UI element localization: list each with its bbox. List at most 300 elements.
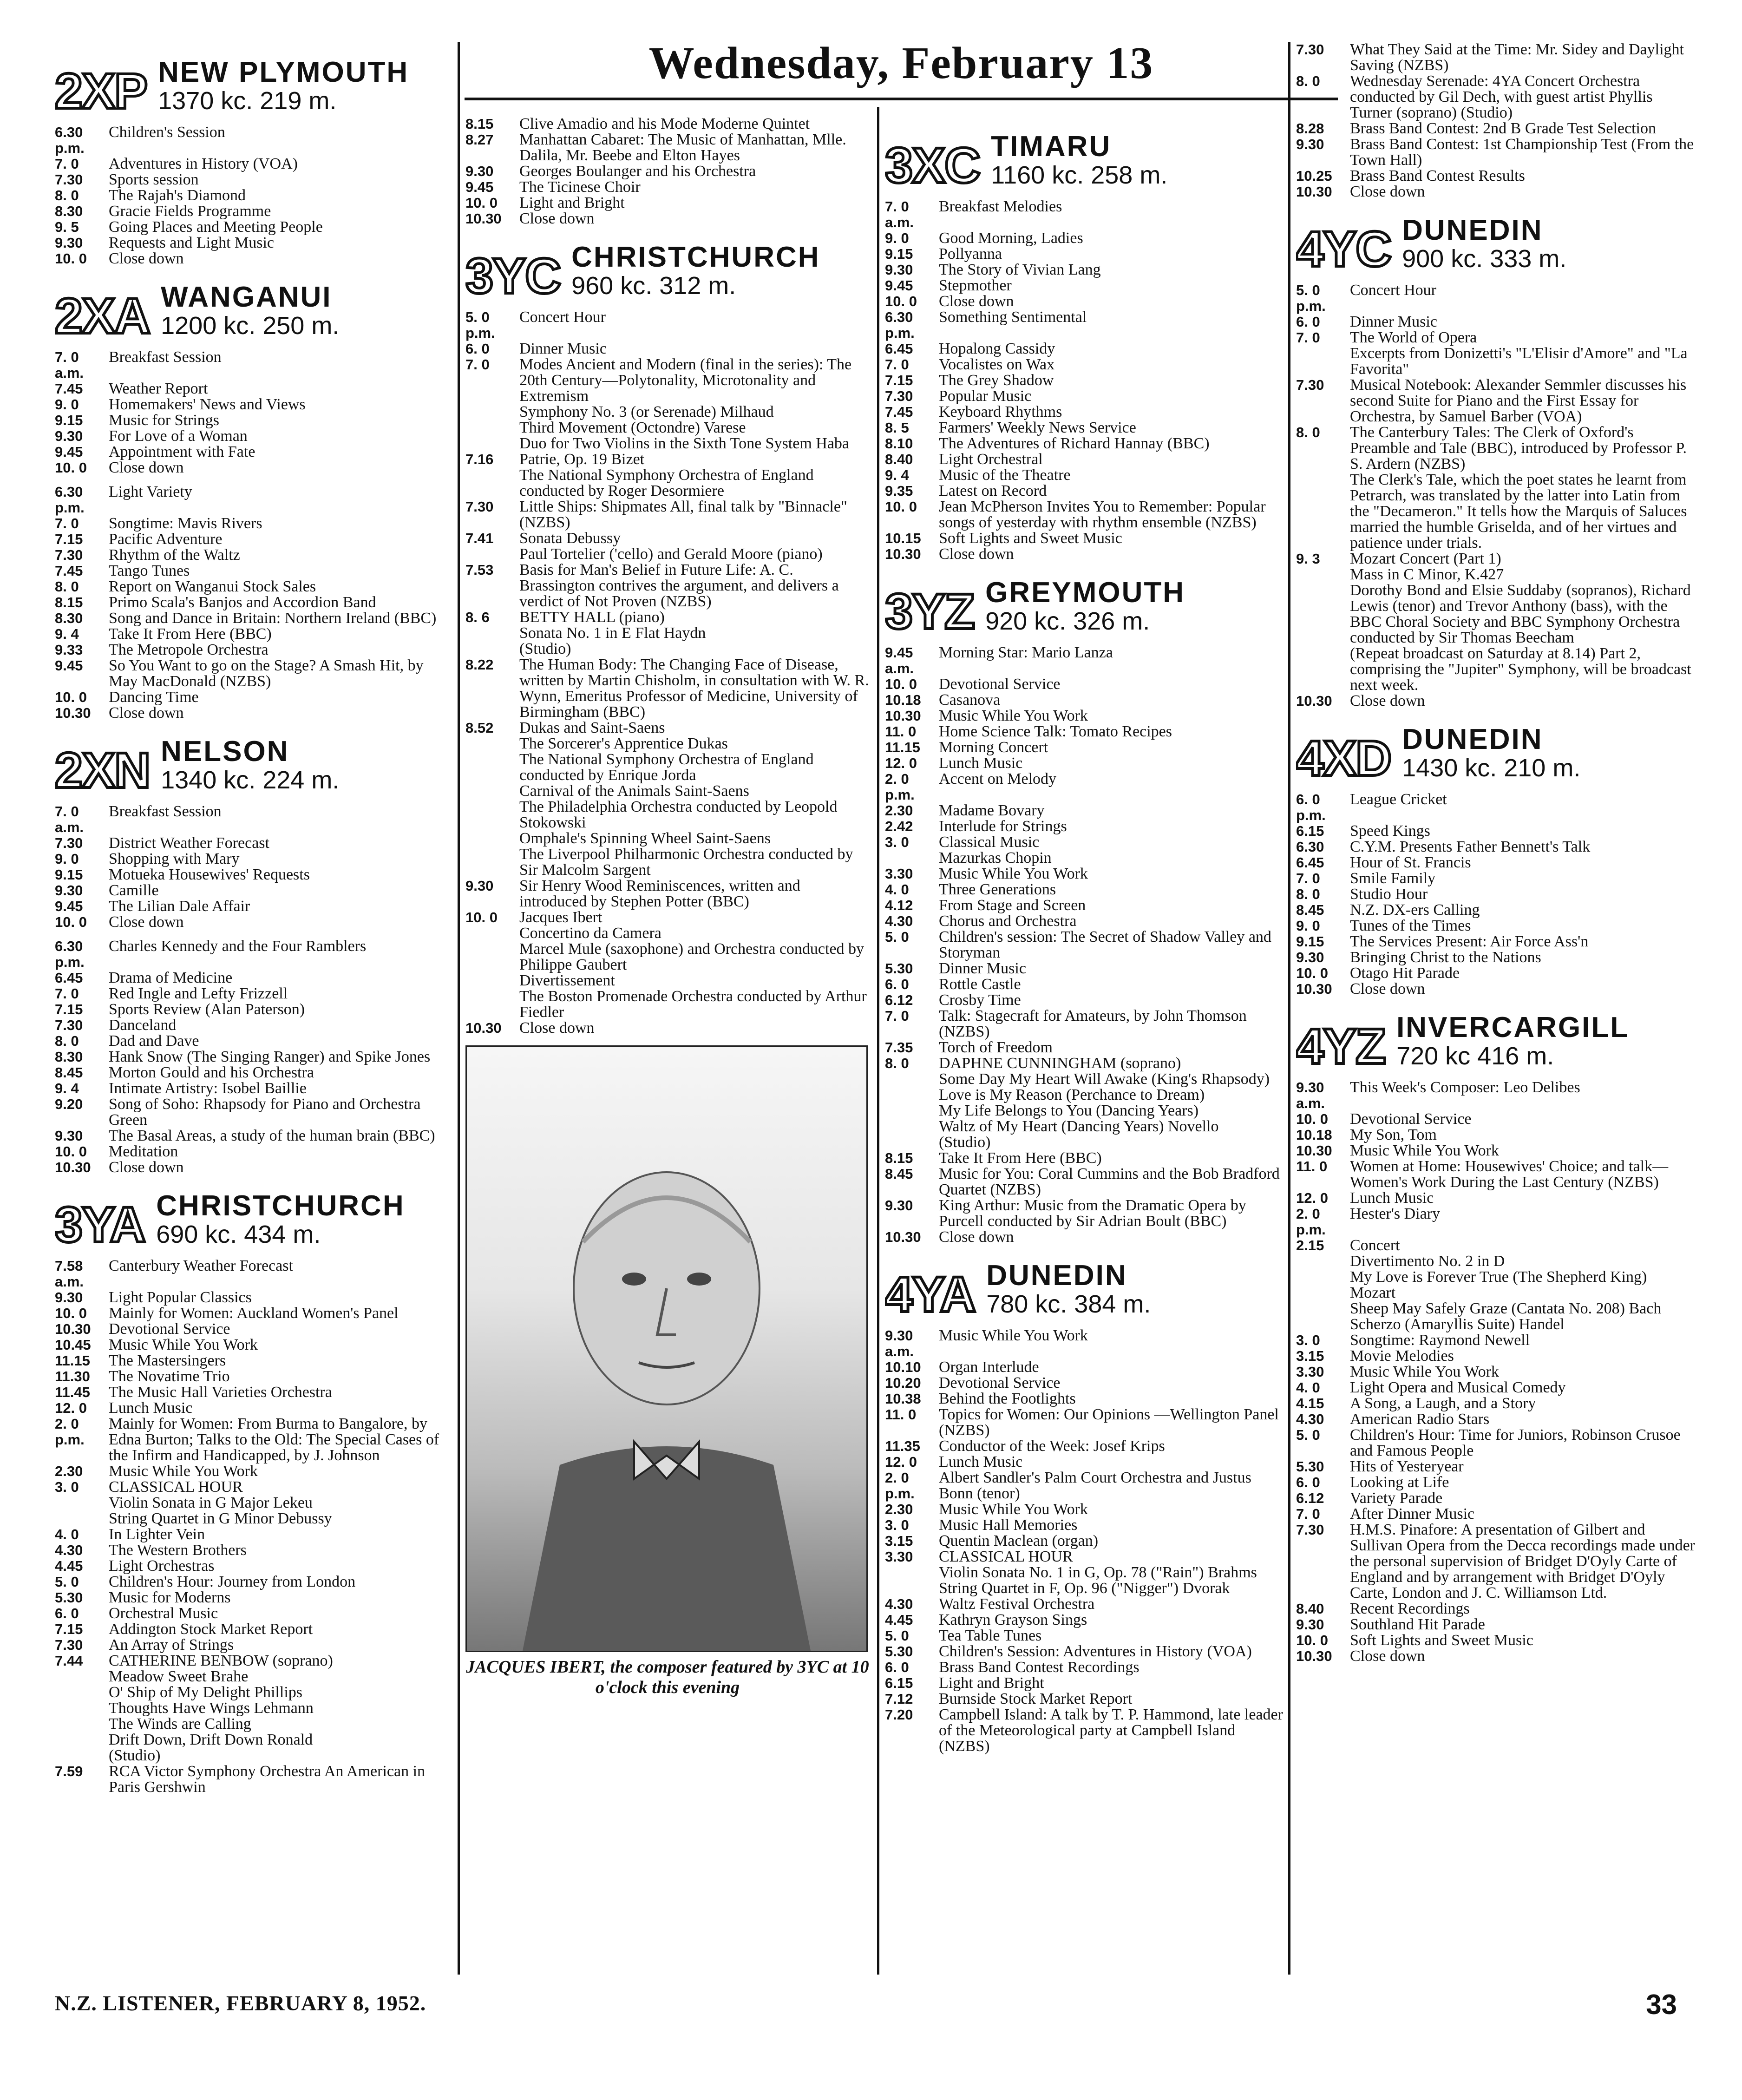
program-entry <box>55 1732 454 1748</box>
program-entry <box>55 851 454 867</box>
program-title: An Array of Strings <box>109 1636 234 1654</box>
program-entry <box>55 172 454 188</box>
program-time: 3. 0 <box>1296 1332 1320 1348</box>
program-title: Meditation <box>109 1143 178 1160</box>
program-time: 9.30 <box>55 1289 83 1306</box>
program-title: Music While You Work <box>939 865 1088 882</box>
program-title: Breakfast Session <box>109 803 222 820</box>
program-title: Close down <box>939 545 1014 563</box>
program-time: 9.30 <box>885 262 913 278</box>
program-entry <box>885 1628 1289 1644</box>
program-entry <box>885 1087 1289 1103</box>
program-title: Hank Snow (The Singing Ranger) and Spike Jones <box>109 1048 431 1065</box>
program-title: Organ Interlude <box>939 1358 1039 1376</box>
station-frequency: 1200 kc. 250 m. <box>161 312 340 340</box>
program-time <box>55 1700 109 1716</box>
program-time: 7.59 <box>55 1763 83 1779</box>
program-entry <box>55 1290 454 1306</box>
program-time <box>1296 1317 1350 1332</box>
program-title: Orchestral Music <box>109 1605 218 1622</box>
station-city: GREYMOUTH <box>985 577 1185 609</box>
program-entry <box>55 1049 454 1065</box>
program-time: 6. 0 <box>885 1659 909 1675</box>
program-entry <box>55 1400 454 1416</box>
program-entry <box>885 755 1289 771</box>
program-time: 9.30 <box>465 163 494 179</box>
program-title: Basis for Man's Belief in Future Life: A. C. Brassington contrives the argument, and delivers a verdict of Not Proven (NZBS) <box>519 561 839 610</box>
program-time <box>885 1565 939 1581</box>
program-entry <box>55 1096 454 1128</box>
program-entry <box>55 1479 454 1495</box>
program-time: 8.30 <box>55 1049 83 1065</box>
program-entry <box>885 246 1289 262</box>
program-time: 8.22 <box>465 656 494 673</box>
program-entry <box>885 420 1289 436</box>
program-title: Take It From Here (BBC) <box>109 625 272 643</box>
program-title: Some Day My Heart Will Awake (King's Rhapsody) <box>939 1070 1270 1088</box>
program-title: (Studio) <box>519 640 571 657</box>
program-title: Sonata Debussy <box>519 530 621 547</box>
program-title: Love is My Reason (Perchance to Dream) <box>939 1086 1205 1103</box>
program-time: 11.35 <box>885 1438 920 1454</box>
program-title: Devotional Service <box>939 1374 1061 1391</box>
program-entry <box>885 1198 1289 1229</box>
program-time: 7.45 <box>55 381 83 397</box>
program-entry <box>1296 965 1696 981</box>
program-entry <box>55 547 454 563</box>
program-title: Close down <box>109 913 184 931</box>
program-title: Three Generations <box>939 881 1056 898</box>
program-title: Drift Down, Drift Down Ronald <box>109 1731 313 1748</box>
program-time <box>55 1495 109 1511</box>
program-entry <box>1296 792 1696 823</box>
program-title: Concert Hour <box>1350 282 1437 299</box>
program-time: 7. 0 <box>885 356 909 373</box>
program-entry <box>885 1644 1289 1660</box>
column-2 <box>465 116 870 1698</box>
program-entry <box>1296 981 1696 997</box>
program-title: N.Z. DX-ers Calling <box>1350 901 1480 919</box>
program-title: Charles Kennedy and the Four Ramblers <box>109 938 367 955</box>
program-entry <box>465 973 870 989</box>
program-entry <box>1296 567 1696 583</box>
program-title: Something Sentimental <box>939 308 1087 326</box>
station-block <box>1296 725 1696 997</box>
program-time: 8. 5 <box>885 420 909 436</box>
program-entry <box>885 499 1289 531</box>
program-title: Speed Kings <box>1350 822 1430 840</box>
program-time: 11. 0 <box>885 723 917 740</box>
program-entry <box>55 1144 454 1160</box>
program-entry <box>1296 1633 1696 1648</box>
program-entry <box>885 388 1289 404</box>
program-title: Music While You Work <box>1350 1363 1499 1380</box>
program-time: 8. 6 <box>465 609 490 625</box>
program-entry <box>885 294 1289 309</box>
program-time: 7.30 <box>55 171 83 188</box>
program-title: What They Said at the Time: Mr. Sidey and Daylight Saving (NZBS) <box>1350 42 1684 74</box>
program-title: The Philadelphia Orchestra conducted by Leopold Stokowski <box>519 798 838 831</box>
program-time: 4.30 <box>885 913 913 929</box>
program-time <box>1296 567 1350 583</box>
program-title: Song of Soho: Rhapsody for Piano and Orchestra Green <box>109 1096 421 1129</box>
program-time <box>465 467 519 499</box>
program-entry <box>885 1533 1289 1549</box>
program-title: The Music Hall Varieties Orchestra <box>109 1384 332 1401</box>
program-entry <box>885 1166 1289 1198</box>
program-title: Kathryn Grayson Sings <box>939 1611 1087 1628</box>
program-time: 12. 0 <box>1296 1190 1328 1206</box>
program-time: 8. 0 <box>1296 886 1320 902</box>
program-title: Devotional Service <box>109 1320 230 1338</box>
program-entry <box>885 278 1289 294</box>
program-title: Dinner Music <box>1350 313 1437 330</box>
program-time: 6.12 <box>885 992 913 1008</box>
program-entry <box>885 724 1289 740</box>
program-time: 9. 5 <box>55 219 79 235</box>
program-title: Keyboard Rhythms <box>939 403 1062 420</box>
program-time: 10.10 <box>885 1359 921 1375</box>
program-title: Music While You Work <box>939 1327 1088 1344</box>
program-title: Marcel Mule (saxophone) and Orchestra conducted by Philippe Gaubert <box>519 940 864 973</box>
program-title: Hour of St. Francis <box>1350 854 1471 871</box>
program-time: 9.15 <box>885 246 913 262</box>
program-entry <box>465 878 870 910</box>
station-city: DUNEDIN <box>1402 214 1543 246</box>
program-title: Burnside Stock Market Report <box>939 1690 1133 1707</box>
call-sign: 2XP <box>55 63 147 119</box>
program-time: 9.30 a.m. <box>1296 1079 1325 1111</box>
program-entry <box>55 1128 454 1144</box>
program-time: 5.30 <box>1296 1458 1324 1475</box>
program-entry <box>55 1574 454 1590</box>
program-title: Light and Bright <box>939 1674 1044 1692</box>
program-time <box>1296 1301 1350 1317</box>
program-entry <box>1296 839 1696 855</box>
program-entry <box>55 1416 454 1463</box>
program-title: Third Movement (Octondre) Varese <box>519 419 746 436</box>
program-entry <box>55 914 454 930</box>
program-entry <box>55 804 454 835</box>
program-entry <box>885 1454 1289 1470</box>
program-entry <box>1296 1364 1696 1380</box>
program-entry <box>55 970 454 986</box>
program-entry <box>55 938 454 970</box>
program-time: 9.30 <box>1296 949 1324 965</box>
program-title: Divertimento No. 2 in D <box>1350 1253 1505 1270</box>
program-time: 6.15 <box>885 1675 913 1691</box>
program-title: Brass Band Contest: 2nd B Grade Test Selection <box>1350 120 1656 137</box>
program-time: 6.12 <box>1296 1490 1324 1506</box>
program-time <box>465 925 519 941</box>
program-entry <box>1296 934 1696 950</box>
program-title: Songtime: Mavis Rivers <box>109 515 262 532</box>
call-sign: 4YC <box>1296 221 1391 277</box>
program-time <box>55 1716 109 1732</box>
program-entry <box>1296 855 1696 871</box>
program-title: Dinner Music <box>939 960 1026 977</box>
program-entry <box>55 1337 454 1353</box>
program-entry <box>885 740 1289 755</box>
call-sign: 3XC <box>885 137 980 193</box>
program-title: Morton Gould and his Orchestra <box>109 1064 314 1081</box>
program-entry <box>55 188 454 203</box>
program-time <box>1296 1269 1350 1301</box>
program-time: 10.30 <box>885 708 921 724</box>
program-time: 7.45 <box>885 404 913 420</box>
station-block <box>885 578 1289 1245</box>
photo-caption: JACQUES IBERT, the composer featured by 3YC at 10 o'clock this evening <box>466 1657 869 1697</box>
program-title: Close down <box>939 293 1014 310</box>
program-entry <box>465 341 870 357</box>
station-frequency: 690 kc. 434 m. <box>156 1221 321 1248</box>
program-time: 10. 0 <box>885 293 917 309</box>
program-title: Mazurkas Chopin <box>939 849 1052 866</box>
program-time: 10. 0 <box>55 1143 87 1160</box>
program-time: 9. 4 <box>55 626 79 642</box>
program-entry <box>55 1700 454 1716</box>
program-entry <box>1296 902 1696 918</box>
program-entry <box>465 752 870 783</box>
program-title: Soft Lights and Sweet Music <box>939 530 1122 547</box>
program-time: 9.30 <box>55 1128 83 1144</box>
program-title: Albert Sandler's Palm Court Orchestra and Justus Bonn (tenor) <box>939 1469 1251 1502</box>
program-time: 2.30 <box>885 802 913 819</box>
program-entry <box>885 436 1289 452</box>
program-time: 7.15 <box>55 531 83 547</box>
program-title: Requests and Light Music <box>109 234 275 251</box>
station-city: CHRISTCHURCH <box>156 1190 405 1222</box>
program-title: The Lilian Dale Affair <box>109 898 250 915</box>
program-entry <box>55 1716 454 1732</box>
program-time <box>55 1669 109 1685</box>
program-entry <box>55 1590 454 1606</box>
program-title: Close down <box>519 210 595 227</box>
station-heading <box>55 56 454 119</box>
program-time: 9.45 <box>55 898 83 914</box>
program-title: Lunch Music <box>939 755 1023 772</box>
program-time <box>465 625 519 641</box>
program-title: Shopping with Mary <box>109 850 240 867</box>
program-entry <box>1296 168 1696 184</box>
program-title: Children's Session <box>109 124 225 141</box>
program-title: H.M.S. Pinafore: A presentation of Gilbert and Sullivan Opera from the Decca recordings made under the personal supervision of Bridget D'Oyly Carte of England and by arrangement with Bridget D'Oyly Carte, London and J. C. Williamson Ltd. <box>1350 1521 1695 1601</box>
program-title: Light Opera and Musical Comedy <box>1350 1379 1566 1396</box>
program-time: 7.30 <box>465 499 494 515</box>
program-time: 11.15 <box>885 739 920 755</box>
call-sign: 4YZ <box>1296 1018 1386 1074</box>
program-time: 9.45 <box>55 444 83 460</box>
program-title: Clive Amadio and his Mode Moderne Quintet <box>519 116 810 132</box>
program-title: Otago Hit Parade <box>1350 965 1460 982</box>
program-title: The Grey Shadow <box>939 372 1054 389</box>
program-entry <box>885 1135 1289 1150</box>
program-time: 7.53 <box>465 562 494 578</box>
program-entry <box>55 219 454 235</box>
page-number: 33 <box>1646 1989 1677 2020</box>
program-entry <box>55 1160 454 1175</box>
program-entry <box>465 989 870 1020</box>
program-title: Thoughts Have Wings Lehmann <box>109 1700 314 1717</box>
program-time: 8. 0 <box>55 1033 79 1049</box>
program-title: Accent on Melody <box>939 770 1057 788</box>
program-title: Adventures in History (VOA) <box>109 155 298 172</box>
program-title: Violin Sonata in G Major Lekeu <box>109 1494 313 1511</box>
program-entry <box>465 783 870 799</box>
program-time <box>885 1087 939 1103</box>
program-time <box>55 1732 109 1748</box>
program-title: Carnival of the Animals Saint-Saens <box>519 782 749 800</box>
program-time: 11.45 <box>55 1384 90 1400</box>
program-time: 9.30 a.m. <box>885 1327 914 1359</box>
program-time <box>465 989 519 1020</box>
program-entry <box>885 1565 1289 1581</box>
program-entry <box>55 413 454 428</box>
program-title: Children's session: The Secret of Shadow Valley and Storyman <box>939 928 1271 961</box>
program-entry <box>885 1407 1289 1438</box>
program-time: 3. 0 <box>885 1517 909 1533</box>
program-title: Talk: Stagecraft for Amateurs, by John Thomson (NZBS) <box>939 1007 1247 1040</box>
program-entry <box>1296 1190 1696 1206</box>
program-title: Morning Star: Mario Lanza <box>939 644 1113 661</box>
program-entry <box>465 720 870 736</box>
program-title: Mozart Concert (Part 1) <box>1350 550 1501 567</box>
program-title: After Dinner Music <box>1350 1505 1475 1522</box>
program-title: Chorus and Orchestra <box>939 912 1077 930</box>
program-title: CLASSICAL HOUR <box>939 1548 1073 1565</box>
program-title: RCA Victor Symphony Orchestra An American in Paris Gershwin <box>109 1763 426 1795</box>
program-entry <box>55 1685 454 1700</box>
program-title: Take It From Here (BBC) <box>939 1149 1102 1167</box>
station-block <box>1296 216 1696 709</box>
program-title: The Ticinese Choir <box>519 178 641 196</box>
program-entry <box>1296 184 1696 200</box>
program-title: King Arthur: Music from the Dramatic Opera by Purcell conducted by Sir Adrian Boult (BBC) <box>939 1197 1246 1230</box>
program-time: 4. 0 <box>885 881 909 898</box>
program-title: The National Symphony Orchestra of England conducted by Enrique Jorda <box>519 751 814 784</box>
program-title: The Canterbury Tales: The Clerk of Oxford's Preamble and Tale (BBC), introduced by Professor P. S. Ardern (NZBS) <box>1350 424 1687 472</box>
program-time: 8.30 <box>55 610 83 626</box>
program-entry <box>1296 1522 1696 1601</box>
program-title: Devotional Service <box>1350 1110 1472 1128</box>
program-title: Madame Bovary <box>939 802 1045 819</box>
program-title: Hopalong Cassidy <box>939 340 1055 357</box>
program-time: 9.30 <box>885 1197 913 1214</box>
program-title: Appointment with Fate <box>109 443 255 460</box>
program-time: 8.15 <box>55 594 83 610</box>
station-heading <box>55 1190 454 1253</box>
program-time: 9.15 <box>1296 933 1324 950</box>
program-title: String Quartet in F, Op. 96 ("Nigger") Dvorak <box>939 1580 1230 1597</box>
program-title: Manhattan Cabaret: The Music of Manhattan, Mlle. Dalila, Mr. Beebe and Elton Hayes <box>519 131 846 164</box>
program-title: Jean McPherson Invites You to Remember: Popular songs of yesterday with rhythm ensemble (NZBS) <box>939 498 1266 531</box>
program-entry <box>885 1581 1289 1596</box>
station-heading <box>465 241 870 304</box>
program-entry <box>55 251 454 267</box>
program-time: 8. 0 <box>1296 73 1320 89</box>
program-time: 5. 0 p.m. <box>465 309 495 341</box>
program-entry <box>465 420 870 436</box>
program-time: 8.28 <box>1296 120 1324 137</box>
program-entry <box>55 1017 454 1033</box>
program-time: 7. 0 a.m. <box>55 803 84 835</box>
program-entry <box>1296 1253 1696 1269</box>
program-entry <box>1296 1301 1696 1317</box>
program-entry <box>885 357 1289 373</box>
program-entry <box>1296 1317 1696 1332</box>
program-entry <box>885 866 1289 882</box>
program-entry <box>885 373 1289 388</box>
program-title: For Love of a Woman <box>109 427 248 445</box>
station-city: TIMARU <box>991 131 1112 163</box>
program-title: Hits of Yesteryear <box>1350 1458 1464 1475</box>
program-entry <box>465 625 870 641</box>
program-entry <box>1296 1206 1696 1238</box>
program-entry <box>1296 1159 1696 1190</box>
program-time: 10.30 <box>885 546 921 562</box>
program-entry <box>465 179 870 195</box>
program-time: 9.30 <box>55 235 83 251</box>
program-time: 9. 4 <box>885 467 909 483</box>
program-title: Primo Scala's Banjos and Accordion Band <box>109 594 376 611</box>
program-title: The Services Present: Air Force Ass'n <box>1350 933 1589 950</box>
station-frequency: 1430 kc. 210 m. <box>1402 754 1581 782</box>
station-heading <box>885 577 1289 639</box>
program-title: Music While You Work <box>1350 1142 1499 1159</box>
program-time <box>465 404 519 420</box>
program-entry <box>1296 950 1696 965</box>
program-time: 6. 0 <box>1296 1474 1320 1490</box>
program-time <box>465 941 519 973</box>
program-entry <box>885 850 1289 866</box>
program-entry <box>55 1385 454 1400</box>
program-entry <box>465 831 870 847</box>
program-entry <box>885 913 1289 929</box>
program-title: Children's Session: Adventures in History (VOA) <box>939 1643 1252 1660</box>
program-time: 10. 0 <box>1296 1632 1328 1648</box>
program-entry <box>55 579 454 595</box>
station-block <box>55 282 454 721</box>
program-time: 9.20 <box>55 1096 83 1112</box>
program-entry <box>885 1707 1289 1754</box>
station-frequency: 1340 kc. 224 m. <box>161 766 340 794</box>
program-time <box>55 1748 109 1764</box>
program-time: 7.30 <box>1296 1522 1324 1538</box>
column-4 <box>1296 42 1696 1664</box>
program-time: 9.45 <box>885 277 913 294</box>
program-time: 5. 0 <box>1296 1427 1320 1443</box>
program-title: Close down <box>109 704 184 722</box>
program-time: 8.27 <box>465 131 494 148</box>
program-title: Waltz Festival Orchestra <box>939 1595 1095 1613</box>
program-title: Home Science Talk: Tomato Recipes <box>939 723 1172 740</box>
program-entry <box>1296 1111 1696 1127</box>
program-time: 5. 0 <box>885 929 909 945</box>
program-title: Violin Sonata No. 1 in G, Op. 78 ("Rain") Brahms <box>939 1564 1257 1581</box>
program-time: 10.25 <box>1296 168 1332 184</box>
program-time: 10.30 <box>55 705 91 721</box>
program-title: Intimate Artistry: Isobel Baillie <box>109 1080 307 1097</box>
program-entry <box>465 531 870 546</box>
program-title: Women at Home: Housewives' Choice; and talk—Women's Work During the Last Century (NZBS) <box>1350 1158 1669 1191</box>
program-entry <box>885 803 1289 819</box>
program-entry <box>1296 73 1696 121</box>
program-time: 6.30 <box>1296 839 1324 855</box>
program-time <box>1296 346 1350 377</box>
program-entry <box>55 1033 454 1049</box>
program-entry <box>885 452 1289 467</box>
program-title: BETTY HALL (piano) <box>519 609 665 626</box>
